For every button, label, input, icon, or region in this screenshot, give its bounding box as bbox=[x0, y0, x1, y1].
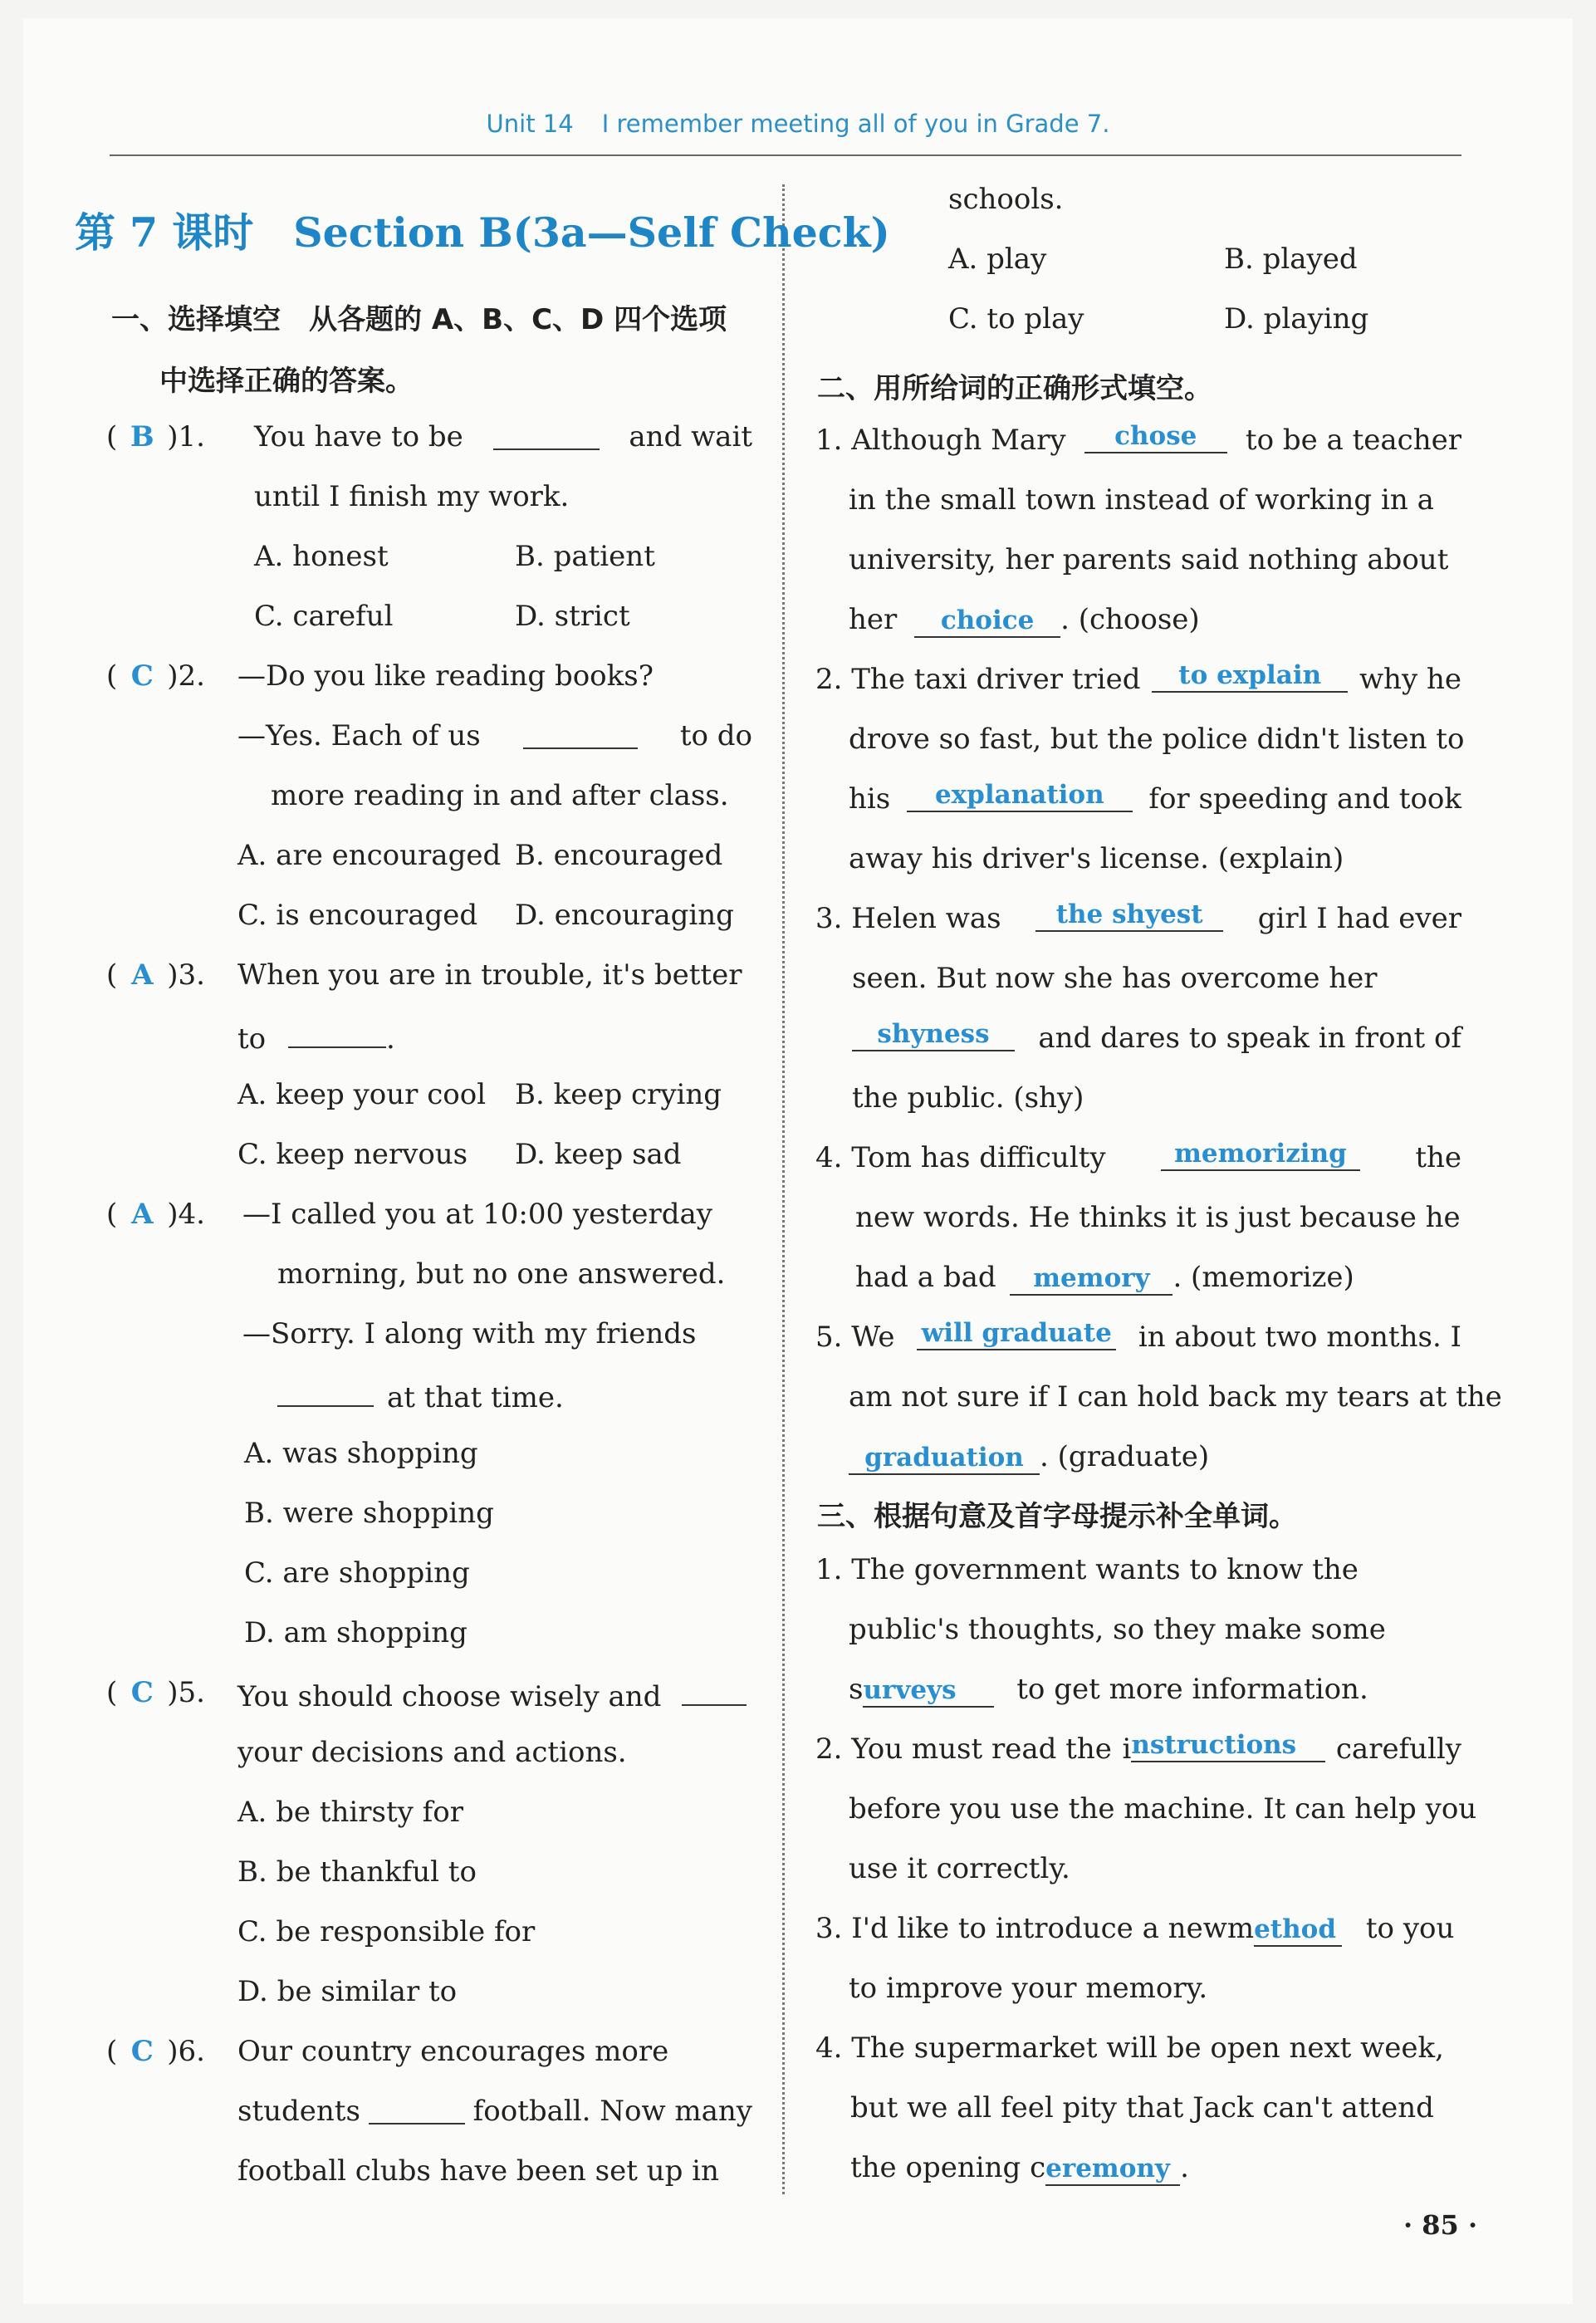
q6-answer-bracket: ( C )6. bbox=[106, 2031, 205, 2071]
p2-i1-line4 bbox=[849, 600, 1200, 640]
p2-i1-text2: in the small town instead of working in a bbox=[849, 483, 1434, 517]
q3-option-c[interactable]: C. keep nervous bbox=[237, 1138, 468, 1171]
part1-heading-line2: 中选择正确的答案。 bbox=[159, 365, 414, 398]
q3-answer: A bbox=[131, 958, 154, 992]
p2-i3-stem-c: and dares to speak in front of bbox=[1038, 1022, 1461, 1055]
q1-option-b[interactable]: B. patient bbox=[515, 540, 655, 573]
p2-i3-line4: the public. (shy) bbox=[852, 1081, 1084, 1115]
q2-stem-b: to do bbox=[679, 719, 752, 752]
p3-i4-stem-a: the opening bbox=[850, 2151, 1021, 2184]
p2-i2-stem-d: for speeding and took bbox=[1148, 782, 1461, 816]
p2-i1-stem-c: her bbox=[849, 603, 898, 636]
q2-stem-a: —Yes. Each of us bbox=[237, 719, 481, 752]
p2-i5-blank1[interactable]: will graduate bbox=[917, 1317, 1116, 1350]
q6-option-a[interactable]: A. play bbox=[948, 243, 1047, 276]
p2-i1-blank1[interactable]: chose bbox=[1084, 420, 1227, 453]
column-divider bbox=[782, 184, 785, 2194]
q5-line1 bbox=[237, 1673, 747, 1717]
q2-option-d[interactable]: D. encouraging bbox=[515, 899, 734, 932]
p2-i4-stem-b: the bbox=[1415, 1141, 1461, 1174]
p2-i4-stem-a: 4. Tom has difficulty bbox=[815, 1141, 1106, 1174]
q6-line3: football clubs have been set up in bbox=[237, 2154, 719, 2188]
p2-i3-line3 bbox=[852, 1018, 1461, 1058]
p2-i1-line3: university, her parents said nothing about bbox=[849, 543, 1449, 576]
p3-i1-blank[interactable]: urveys bbox=[863, 1674, 994, 1708]
q6-stem-a: students bbox=[237, 2095, 360, 2128]
p2-i2-line1 bbox=[815, 659, 1461, 699]
q1-blank[interactable] bbox=[493, 417, 600, 450]
p3-i3-line1 bbox=[815, 1909, 1454, 1948]
p2-i4-stem-d: . (memorize) bbox=[1173, 1261, 1354, 1294]
q1-answer-bracket: ( B )1. bbox=[106, 417, 205, 457]
q4-option-a[interactable]: A. was shopping bbox=[244, 1437, 478, 1470]
p2-i3-line1 bbox=[815, 899, 1461, 939]
q2-option-c[interactable]: C. is encouraged bbox=[237, 899, 478, 932]
p3-i4-prefix: c bbox=[1030, 2151, 1046, 2184]
p3-i4-stem-b: . bbox=[1180, 2151, 1189, 2184]
q1-line2: until I finish my work. bbox=[254, 480, 570, 513]
p3-i1-prefix: s bbox=[849, 1673, 864, 1706]
p2-i1-stem-d: . (choose) bbox=[1060, 603, 1200, 636]
p3-i2-line2: before you use the machine. It can help you bbox=[849, 1792, 1477, 1826]
q4-number: )4. bbox=[167, 1198, 205, 1231]
p3-i1-stem: to get more information. bbox=[1016, 1673, 1368, 1706]
page-number: · 85 · bbox=[1403, 2209, 1478, 2241]
q4-answer: A bbox=[131, 1198, 154, 1231]
p2-i5-line2: am not sure if I can hold back my tears at the bbox=[849, 1380, 1502, 1414]
p3-i3-stem-a: 3. I'd like to introduce a new bbox=[815, 1912, 1227, 1945]
q3-option-a[interactable]: A. keep your cool bbox=[237, 1078, 487, 1111]
running-header bbox=[0, 110, 1596, 138]
q2-blank[interactable] bbox=[523, 716, 638, 749]
p3-i4-blank[interactable]: eremony bbox=[1045, 2153, 1180, 2186]
q6-option-d[interactable]: D. playing bbox=[1224, 302, 1369, 336]
q5-line2: your decisions and actions. bbox=[237, 1736, 627, 1769]
q2-answer: C bbox=[130, 659, 154, 693]
p2-i2-blank2[interactable]: explanation bbox=[907, 779, 1133, 812]
p2-i4-stem-c: had a bad bbox=[855, 1261, 996, 1294]
part2-heading: 二、用所给词的正确形式填空。 bbox=[817, 372, 1212, 405]
part3-heading: 三、根据句意及首字母提示补全单词。 bbox=[817, 1500, 1297, 1533]
q1-line1 bbox=[254, 417, 752, 457]
q6-option-c[interactable]: C. to play bbox=[948, 302, 1084, 336]
p2-i2-line3 bbox=[849, 779, 1461, 819]
q5-option-b[interactable]: B. be thankful to bbox=[237, 1855, 477, 1889]
q2-line3: more reading in and after class. bbox=[271, 779, 729, 812]
p2-i2-stem-a: 2. The taxi driver tried bbox=[815, 663, 1141, 696]
lesson-title bbox=[75, 201, 890, 259]
q2-number: )2. bbox=[167, 659, 205, 693]
q3-line1: When you are in trouble, it's better bbox=[237, 958, 742, 992]
q6-number: )6. bbox=[167, 2035, 205, 2068]
p2-i3-line2: seen. But now she has overcome her bbox=[852, 962, 1378, 995]
lesson-section: Section B(3a—Self Check) bbox=[293, 208, 890, 257]
q3-line2 bbox=[237, 1015, 395, 1059]
part1-heading-line1: 一、选择填空 从各题的 A、B、C、D 四个选项 bbox=[111, 303, 727, 336]
q4-blank[interactable] bbox=[277, 1374, 374, 1407]
p3-i2-blank[interactable]: nstructions bbox=[1131, 1729, 1325, 1762]
q5-option-c[interactable]: C. be responsible for bbox=[237, 1915, 536, 1948]
p2-i5-line1 bbox=[815, 1317, 1461, 1357]
p3-i1-line3 bbox=[849, 1669, 1368, 1709]
q1-option-c[interactable]: C. careful bbox=[254, 600, 394, 633]
p3-i3-prefix: m bbox=[1226, 1912, 1255, 1945]
p3-i3-line2: to improve your memory. bbox=[849, 1972, 1208, 2005]
p3-i4-line2: but we all feel pity that Jack can't attend bbox=[850, 2091, 1434, 2125]
p2-i2-line4: away his driver's license. (explain) bbox=[849, 842, 1344, 875]
p3-i4-line1: 4. The supermarket will be open next week, bbox=[815, 2031, 1444, 2065]
q2-answer-bracket: ( C )2. bbox=[106, 656, 205, 696]
q3-blank[interactable] bbox=[288, 1015, 386, 1048]
q1-stem-a: You have to be bbox=[254, 420, 463, 453]
q1-option-a[interactable]: A. honest bbox=[254, 540, 389, 573]
q4-option-c[interactable]: C. are shopping bbox=[244, 1556, 470, 1590]
p2-i5-stem-b: in about two months. I bbox=[1138, 1321, 1461, 1354]
q6-line1: Our country encourages more bbox=[237, 2035, 669, 2068]
p2-i3-blank2[interactable]: shyness bbox=[852, 1018, 1015, 1051]
p2-i4-blank1[interactable]: memorizing bbox=[1161, 1138, 1360, 1171]
q6-line2 bbox=[237, 2091, 752, 2131]
q5-answer: C bbox=[130, 1676, 154, 1709]
q4-line4 bbox=[277, 1374, 564, 1418]
q5-number: )5. bbox=[167, 1676, 205, 1709]
p2-i2-line2: drove so fast, but the police didn't listen to bbox=[849, 723, 1465, 756]
p3-i2-line3: use it correctly. bbox=[849, 1852, 1070, 1885]
p2-i3-blank1[interactable]: the shyest bbox=[1035, 899, 1223, 932]
q1-answer: B bbox=[130, 420, 154, 453]
p3-i1-line1: 1. The government wants to know the bbox=[815, 1553, 1359, 1586]
q5-blank[interactable] bbox=[682, 1673, 747, 1706]
p2-i4-line1 bbox=[815, 1138, 1461, 1178]
q1-option-d[interactable]: D. strict bbox=[515, 600, 630, 633]
p3-i2-word bbox=[1122, 1729, 1325, 1769]
q2-option-a[interactable]: A. are encouraged bbox=[237, 839, 502, 872]
p2-i3-stem-a: 3. Helen was bbox=[815, 902, 1001, 935]
p2-i4-line3 bbox=[855, 1257, 1354, 1297]
q4-line3: —Sorry. I along with my friends bbox=[242, 1317, 697, 1350]
p3-i3-blank[interactable]: ethod bbox=[1254, 1914, 1342, 1947]
p2-i4-blank2[interactable]: memory bbox=[1010, 1262, 1173, 1296]
q2-line2 bbox=[237, 716, 752, 756]
q5-answer-bracket: ( C )5. bbox=[106, 1673, 205, 1713]
p2-i4-line2: new words. He thinks it is just because he bbox=[855, 1201, 1461, 1234]
p3-i2-line1 bbox=[815, 1729, 1461, 1769]
p3-i2-stem-b: carefully bbox=[1335, 1732, 1461, 1766]
p2-i1-stem-a: 1. Although Mary bbox=[815, 424, 1066, 457]
q5-option-a[interactable]: A. be thirsty for bbox=[237, 1796, 463, 1829]
q6-answer: C bbox=[130, 2035, 154, 2068]
q4-line2: morning, but no one answered. bbox=[277, 1257, 726, 1291]
p2-i5-line3 bbox=[849, 1437, 1209, 1477]
q6-line4: schools. bbox=[948, 183, 1064, 216]
p2-i2-stem-b: why he bbox=[1359, 663, 1461, 696]
q4-option-d[interactable]: D. am shopping bbox=[244, 1616, 468, 1649]
q2-option-b[interactable]: B. encouraged bbox=[515, 839, 723, 872]
q6-option-b[interactable]: B. played bbox=[1224, 243, 1358, 276]
q5-stem-a: You should choose wisely and bbox=[237, 1680, 662, 1713]
p3-i1-line2: public's thoughts, so they make some bbox=[849, 1613, 1386, 1646]
q3-stem-a: to bbox=[237, 1022, 267, 1056]
lesson-label: 第 7 课时 bbox=[75, 208, 254, 257]
p3-i3-stem-b: to you bbox=[1365, 1912, 1455, 1945]
p2-i1-line1 bbox=[815, 420, 1461, 460]
q3-option-b[interactable]: B. keep crying bbox=[515, 1078, 722, 1111]
q1-stem-b: and wait bbox=[629, 420, 752, 453]
q3-stem-b: . bbox=[385, 1022, 395, 1056]
header-rule bbox=[110, 154, 1461, 156]
p2-i5-stem-c: . (graduate) bbox=[1040, 1440, 1210, 1473]
p2-i5-blank2[interactable]: graduation bbox=[849, 1442, 1040, 1475]
q4-stem-b: at that time. bbox=[387, 1381, 564, 1414]
q6-stem-b: football. Now many bbox=[472, 2095, 752, 2128]
p2-i2-blank1[interactable]: to explain bbox=[1152, 659, 1348, 693]
q4-answer-bracket: ( A )4. bbox=[106, 1194, 205, 1234]
q3-option-d[interactable]: D. keep sad bbox=[515, 1138, 682, 1171]
p2-i5-stem-a: 5. We bbox=[815, 1321, 895, 1354]
p2-i1-line2 bbox=[849, 480, 1461, 520]
q1-number: )1. bbox=[167, 420, 205, 453]
q4-option-b[interactable]: B. were shopping bbox=[244, 1497, 494, 1530]
p2-i1-blank2[interactable]: choice bbox=[914, 605, 1060, 638]
unit-title: I remember meeting all of you in Grade 7. bbox=[601, 110, 1110, 138]
q6-blank[interactable] bbox=[369, 2091, 465, 2125]
p3-i2-stem-a: 2. You must read the bbox=[815, 1732, 1112, 1766]
q2-line1: —Do you like reading books? bbox=[237, 659, 654, 693]
p2-i1-stem-b: to be a teacher bbox=[1245, 424, 1461, 457]
q3-number: )3. bbox=[167, 958, 205, 992]
p2-i3-stem-b: girl I had ever bbox=[1257, 902, 1461, 935]
unit-label: Unit 14 bbox=[486, 110, 574, 138]
p2-i2-stem-c: his bbox=[849, 782, 891, 816]
p3-i4-line3 bbox=[850, 2148, 1189, 2188]
p3-i2-prefix: i bbox=[1122, 1732, 1132, 1766]
q5-option-d[interactable]: D. be similar to bbox=[237, 1975, 458, 2008]
q4-line1: —I called you at 10:00 yesterday bbox=[242, 1198, 712, 1231]
q3-answer-bracket: ( A )3. bbox=[106, 955, 205, 995]
